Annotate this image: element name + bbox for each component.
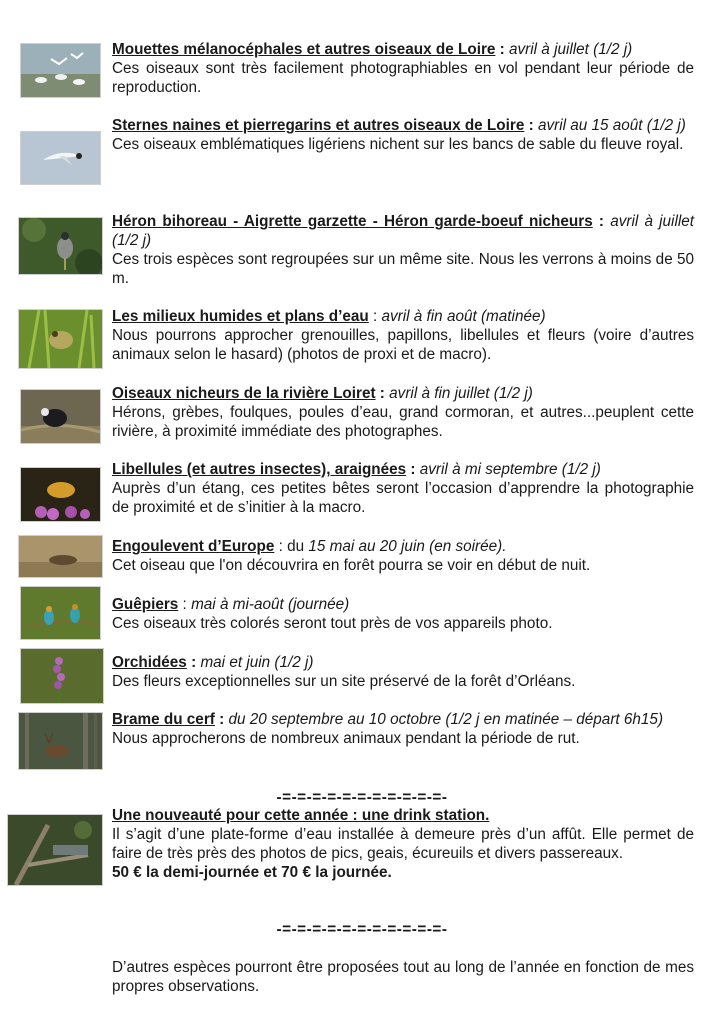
drink-price: 50 € la demi-journée et 70 € la journée. <box>112 864 392 881</box>
entry-description: Cet oiseau que l'on découvrira en forêt pourra se voir en début de nuit. <box>112 557 591 574</box>
entry-description: Des fleurs exceptionnelles sur un site préservé de la forêt d’Orléans. <box>112 673 576 690</box>
photo-papillon <box>20 467 101 522</box>
photo-cerf <box>18 712 103 770</box>
entry-text: Orchidées : mai et juin (1/2 j) Des fleurs exceptionnelles sur un site préservé de la forêt d’Orléans. <box>112 653 694 691</box>
entry-title: Brame du cerf <box>112 711 215 728</box>
entry-title: Oiseaux nicheurs de la rivière Loiret <box>112 385 376 402</box>
entry-title: Les milieux humides et plans d’eau <box>112 308 369 325</box>
entry-period: mai à mi-août (journée) <box>191 596 350 613</box>
photo-foulque <box>20 389 101 444</box>
photo-orchidee <box>20 648 104 704</box>
photo-heron-bihoreau <box>18 217 103 275</box>
entry-description: Nous approcherons de nombreux animaux pendant la période de rut. <box>112 730 580 747</box>
entry-description: Ces oiseaux sont très facilement photographiables en vol pendant leur période de reproduction. <box>112 60 694 96</box>
drink-title: Une nouveauté pour cette année : une drink station. <box>112 807 490 824</box>
entry-text: Mouettes mélanocéphales et autres oiseaux de Loire : avril à juillet (1/2 j) Ces oiseaux sont très facilement photographiables en vol pendant leur période de reproduction. <box>112 41 694 96</box>
entry-text: Brame du cerf : du 20 septembre au 10 octobre (1/2 j en matinée – départ 6h15) Nous approcherons de nombreux animaux pendant la période de rut. <box>112 710 694 748</box>
entry-description: Nous pourrons approcher grenouilles, papillons, libellules et fleurs (voire d’autres animaux selon le hasard) (photos de proxi et de macro). <box>112 327 694 363</box>
entry-title: Libellules (et autres insectes), araignées <box>112 461 407 478</box>
entry-title: Mouettes mélanocéphales et autres oiseaux de Loire <box>112 41 496 58</box>
entry-description: Auprès d’un étang, ces petites bêtes seront l’occasion d’apprendre la photographie de proximité et de s’initier à la macro. <box>112 480 694 516</box>
entry-description: Ces oiseaux emblématiques ligériens nichent sur les bancs de sable du fleuve royal. <box>112 136 684 153</box>
photo-mouettes <box>20 43 101 98</box>
entry-period: du 20 septembre au 10 octobre (1/2 j en matinée – départ 6h15) <box>228 711 664 728</box>
entry-text: Les milieux humides et plans d’eau : avril à fin août (matinée) Nous pourrons approcher grenouilles, papillons, libellules et fleurs (voire d’autres animaux selon le hasard) (photos de proxi et de macro). <box>112 308 694 363</box>
entry-description: Hérons, grèbes, foulques, poules d’eau, grand cormoran, et autres...peuplent cette rivière, à proximité immédiate des photographes. <box>112 404 694 440</box>
entry-text <box>112 806 694 882</box>
entry-period: avril à mi septembre (1/2 j) <box>419 461 601 478</box>
entry-period: avril à juillet (1/2 j) <box>112 213 694 249</box>
entry-period: avril à fin août (matinée) <box>381 308 546 325</box>
entry-title: Sternes naines et pierregarins et autres oiseaux de Loire <box>112 117 525 134</box>
entry-description: Ces oiseaux très colorés seront tout près de vos appareils photo. <box>112 615 553 632</box>
entry-period: avril à fin juillet (1/2 j) <box>389 385 533 402</box>
entry-text: Guêpiers : mai à mi-août (journée) Ces oiseaux très colorés seront tout près de vos appareils photo. <box>112 595 694 633</box>
entry-text: Oiseaux nicheurs de la rivière Loiret : avril à fin juillet (1/2 j) Hérons, grèbes, foulques, poules d’eau, grand cormoran, et autres...peuplent cette rivière, à proximité immédiate des photographes. <box>112 385 694 440</box>
entry-text: Sternes naines et pierregarins et autres oiseaux de Loire : avril au 15 août (1/2 j) Ces oiseaux emblématiques ligériens nichent sur les bancs de sable du fleuve royal. <box>112 116 694 154</box>
photo-sternes <box>20 131 101 185</box>
entry-title: Orchidées <box>112 654 187 671</box>
entry-period: avril au 15 août (1/2 j) <box>537 117 686 134</box>
entry-text: Engoulevent d’Europe : du 15 mai au 20 juin (en soirée). Cet oiseau que l'on découvrira en forêt pourra se voir en début de nuit. <box>112 537 694 575</box>
photo-grenouille <box>18 309 103 369</box>
photo-guepiers <box>20 586 101 640</box>
footer-note: D’autres espèces pourront être proposées tout au long de l’année en fonction de mes propres observations. <box>112 959 694 995</box>
entry-text: Libellules (et autres insectes), araignées : avril à mi septembre (1/2 j) Auprès d’un étang, ces petites bêtes seront l’occasion d’apprendre la photographie de proximité et de s’initier à la macro. <box>112 461 694 516</box>
entry-title: Engoulevent d’Europe <box>112 538 275 555</box>
entry-period: mai et juin (1/2 j) <box>200 654 314 671</box>
entry-title: Guêpiers <box>112 596 179 613</box>
entry-period: 15 mai au 20 juin (en soirée). <box>308 538 507 555</box>
drink-description: Il s’agit d’une plate-forme d’eau installée à demeure près d’un affût. Elle permet de faire de très près des photos de pics, geais, écureuils et divers passereaux. <box>112 826 694 862</box>
photo-engoulevent <box>18 535 103 578</box>
entry-text: Héron bihoreau - Aigrette garzette - Héron garde-boeuf nicheurs : avril à juillet (1/2 j) Ces trois espèces sont regroupées sur un même site. Nous les verrons à moins de 50 m. <box>112 213 694 287</box>
photo-drink-station <box>7 814 103 886</box>
separator-line: -=-=-=-=-=-=-=-=-=-=-=- <box>276 789 448 806</box>
entry-description: Ces trois espèces sont regroupées sur un même site. Nous les verrons à moins de 50 m. <box>112 251 694 287</box>
entry-period: avril à juillet (1/2 j) <box>509 41 633 58</box>
separator-line: -=-=-=-=-=-=-=-=-=-=-=- <box>276 921 448 938</box>
entry-title: Héron bihoreau - Aigrette garzette - Héron garde-boeuf nicheurs <box>112 213 593 230</box>
